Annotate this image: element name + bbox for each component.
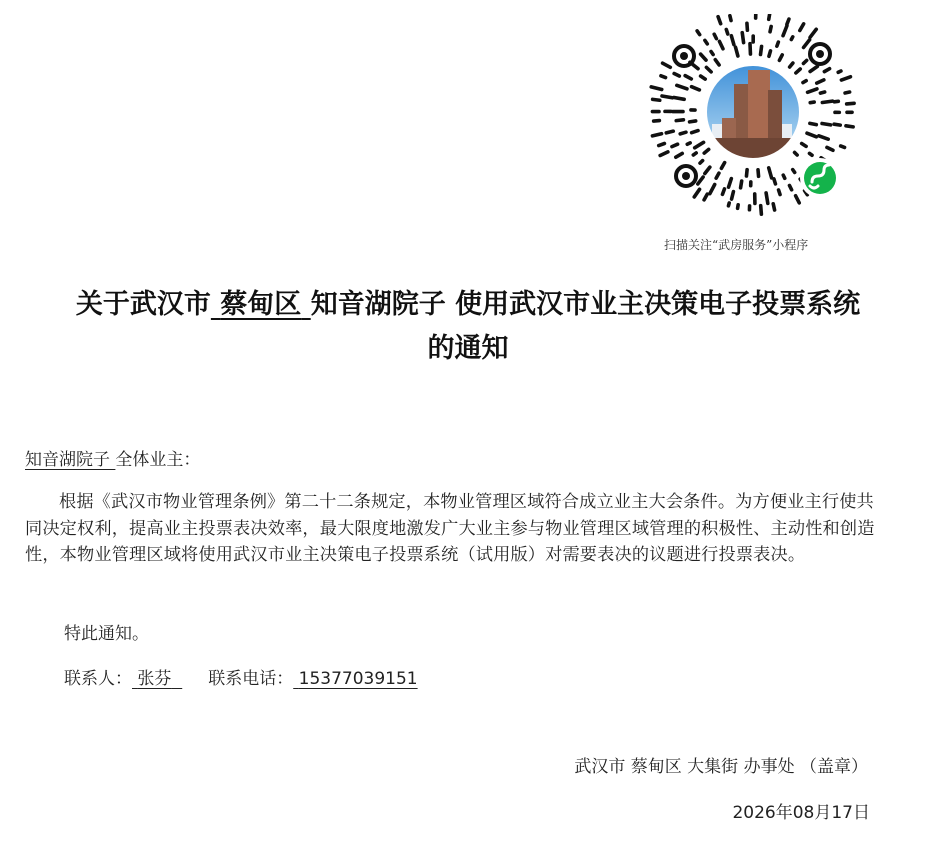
qr-caption: 扫描关注“武房服务”小程序 — [664, 238, 809, 252]
qr-code-ray — [758, 170, 759, 177]
qr-code-ray — [731, 36, 734, 45]
mini-program-badge-icon — [800, 158, 840, 198]
qr-code-ray — [742, 33, 743, 43]
qr-code-ray — [769, 168, 772, 178]
qr-code-ray — [769, 14, 770, 19]
qr-code-ray — [704, 149, 708, 153]
qr-code-ray — [791, 37, 792, 40]
qr-code-ray — [783, 175, 785, 178]
qr-code-ray — [701, 54, 706, 60]
qr-code-ray — [846, 126, 853, 127]
qr-code-ray — [666, 131, 673, 133]
qr-code-ray — [796, 69, 800, 73]
mini-program-qr-code[interactable] — [648, 14, 860, 219]
qr-code-ray — [726, 29, 727, 33]
qr-code-ray — [695, 142, 704, 147]
qr-code-ray — [674, 97, 684, 99]
qr-code-ray — [804, 40, 810, 48]
qr-code-ray — [685, 76, 691, 79]
qr-code-ray — [719, 41, 723, 48]
qr-code-ray — [789, 185, 791, 189]
title-suffix: 使用武汉市业主决策电子投票系统 — [455, 289, 861, 320]
qr-code-ray — [663, 63, 671, 67]
qr-code-ray — [651, 87, 662, 90]
qr-code-ray — [800, 24, 804, 31]
qr-code-ray — [802, 144, 806, 147]
qr-code-image — [648, 14, 860, 219]
qr-code-ray — [711, 52, 713, 55]
qr-code-ray — [827, 147, 833, 150]
qr-code-block — [648, 14, 860, 252]
greeting — [25, 445, 200, 470]
qr-code-ray — [694, 189, 699, 197]
qr-code-ray — [809, 153, 812, 155]
qr-code-ray — [714, 34, 716, 38]
qr-code-ray — [790, 63, 793, 67]
qr-code-ray — [741, 181, 742, 188]
qr-code-ray — [803, 81, 806, 83]
qr-code-ray — [722, 189, 724, 194]
qr-code-ray — [807, 133, 816, 137]
qr-code-ray — [676, 120, 683, 121]
qr-code-ray — [766, 193, 768, 203]
qr-code-ray — [817, 80, 824, 83]
qr-code-ray — [810, 123, 816, 124]
qr-code-ray — [677, 85, 687, 89]
qr-code-ray — [774, 179, 776, 184]
qr-code-ray — [730, 16, 731, 21]
qr-code-ray — [834, 124, 840, 125]
qr-code-ray — [777, 42, 778, 46]
qr-code-ray — [697, 31, 700, 35]
qr-code-ray — [654, 121, 660, 122]
qr-code-ray — [700, 161, 703, 164]
contact-person: 张芬 — [137, 669, 172, 689]
qr-code-ray — [672, 144, 678, 146]
qr-code-ray — [698, 177, 703, 184]
qr-code-ray — [693, 153, 696, 155]
title-line-1 — [0, 283, 936, 327]
qr-code-ray — [736, 47, 738, 56]
qr-code-ray — [652, 134, 661, 136]
qr-code-ray — [761, 206, 762, 215]
qr-code-ray — [808, 89, 817, 92]
qr-code-ray — [810, 102, 814, 103]
qr-code-ray — [795, 152, 798, 155]
title-prefix: 关于武汉市 — [75, 289, 211, 320]
qr-code-ray — [676, 153, 682, 157]
qr-code-ray — [716, 173, 719, 178]
qr-code-ray — [783, 26, 787, 36]
qr-code-ray — [718, 17, 721, 24]
qr-code-ray — [769, 51, 771, 56]
qr-code-ray — [847, 103, 854, 104]
qr-code-ray — [721, 163, 724, 169]
contact-line — [64, 664, 418, 689]
qr-code-ray — [728, 203, 729, 206]
qr-code-ray — [662, 96, 672, 98]
qr-code-ray — [746, 170, 747, 176]
qr-code-ray — [653, 99, 660, 100]
qr-code-ray — [841, 77, 850, 80]
notice-body: 根据《武汉市物业管理条例》第二十二条规定，本物业管理区域符合成立业主大会条件。为方便业主行使共同决定权利，提高业主投票表决效率，最大限度地激发广大业主参与物业管理区域管理的积极性、主动性和创造性，本物业管理区域将使用武汉市业主决策电子投票系统（试用版）对需要表决的议题进行投票表决。 — [25, 492, 875, 565]
qr-code-ray — [803, 60, 806, 63]
qr-finder-top-right — [810, 44, 830, 64]
qr-code-ray — [732, 192, 734, 199]
qr-code-ray — [706, 67, 711, 72]
qr-code-ray — [822, 123, 831, 124]
contact-phone-label: 联系电话： — [208, 669, 294, 689]
qr-code-ray — [810, 29, 816, 37]
qr-code-ray — [674, 73, 679, 76]
qr-code-ray — [710, 185, 715, 194]
qr-code-ray — [824, 69, 829, 72]
issue-date: 2026年08月17日 — [732, 803, 870, 823]
qr-finder-top-left — [674, 46, 694, 66]
qr-code-ray — [680, 132, 686, 134]
qr-code-ray — [779, 190, 781, 195]
qr-code-ray — [729, 179, 732, 188]
qr-code-ray — [704, 194, 707, 200]
qr-code-ray — [661, 76, 666, 78]
contact-phone: 15377039151 — [298, 669, 418, 689]
qr-code-ray — [761, 46, 762, 54]
qr-code-ray — [810, 66, 817, 71]
qr-code-ray — [692, 87, 700, 90]
notice-closing: 特此通知。 — [64, 624, 149, 644]
qr-code-ray — [779, 55, 782, 60]
qr-code-ray — [770, 26, 771, 31]
greeting-text: 全体业主： — [115, 450, 201, 470]
qr-code-ray — [787, 19, 789, 24]
qr-code-ray — [660, 152, 668, 156]
qr-finder-bottom-left — [676, 166, 696, 186]
qr-code-ray — [715, 60, 719, 65]
qr-code-ray — [793, 170, 795, 173]
building-photo-icon — [703, 62, 803, 164]
qr-code-ray — [701, 76, 706, 79]
qr-code-ray — [819, 136, 828, 139]
qr-code-ray — [659, 144, 665, 146]
greeting-community: 知音湖院子 — [25, 450, 110, 470]
issuer-signature: 武汉市 蔡甸区 大集街 办事处 （盖章） — [574, 757, 868, 777]
qr-code-ray — [738, 205, 739, 208]
qr-code-ray — [822, 101, 832, 102]
qr-code-ray — [705, 167, 710, 173]
qr-code-ray — [820, 92, 824, 93]
title-district: 蔡甸区 — [220, 289, 302, 320]
qr-code-ray — [690, 121, 696, 122]
qr-code-ray — [796, 196, 800, 203]
qr-code-ray — [838, 71, 841, 72]
document-title — [0, 283, 936, 371]
qr-code-ray — [773, 204, 774, 210]
qr-code-ray — [705, 40, 707, 44]
title-community: 知音湖院子 — [310, 289, 446, 320]
contact-person-label: 联系人： — [64, 669, 132, 689]
qr-code-ray — [841, 146, 845, 148]
qr-code-ray — [845, 92, 850, 93]
qr-code-ray — [687, 143, 690, 144]
qr-code-ray — [692, 131, 698, 133]
title-line-2: 的通知 — [427, 333, 509, 364]
